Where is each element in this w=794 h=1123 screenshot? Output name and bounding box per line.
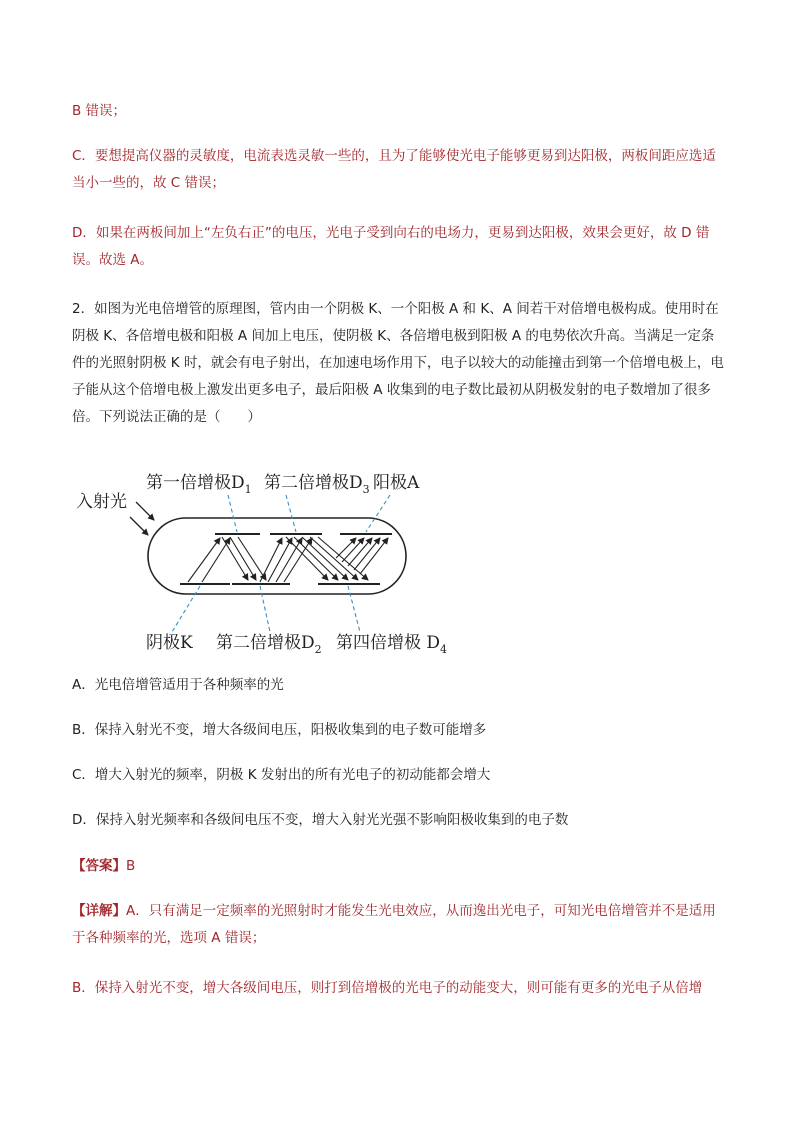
incident-light-label: 入射光 — [76, 492, 127, 512]
cathode-label: 阴极K — [146, 633, 193, 653]
answer-line — [72, 853, 724, 880]
leader-line — [348, 586, 360, 632]
prev-option-d-explanation: D．如果在两板间加上“左负右正”的电压，光电子受到向右的电场力，更易到达阳极，效果会更好，故 D 错误。故选 A。 — [72, 225, 710, 268]
electron-path — [360, 538, 388, 574]
electron-path — [202, 538, 230, 582]
incident-arrow — [130, 517, 148, 535]
explanation-label: 【详解】 — [72, 903, 126, 919]
incident-arrow — [136, 502, 154, 520]
dynode-d4-label: 第四倍增极 $D_4$ — [336, 633, 448, 656]
electron-path — [188, 538, 220, 582]
electron-path — [222, 537, 248, 580]
option-c: C．增大入射光的频率，阴极 K 发射出的所有光电子的初动能都会增大 — [72, 767, 491, 783]
leader-line — [228, 495, 237, 532]
explanation-b: B．保持入射光不变，增大各级间电压，则打到倍增极的光电子的动能变大，则可能有更多的光电子从倍增 — [72, 980, 703, 996]
explanation-a: 【详解】A．只有满足一定频率的光照射时才能发生光电效应，从而逸出光电子，可知光电倍增管并不是适用于各种频率的光，选项 A 错误； — [72, 903, 716, 946]
answer-label: 【答案】 — [72, 858, 126, 874]
dynode-d2-label: 第二倍增极$D_2$ — [216, 633, 322, 656]
prev-option-c-explanation: C．要想提高仪器的灵敏度，电流表选灵敏一些的，且为了能够使光电子能够更易到达阳极，两板间距应选适当小一些的，故 C 错误； — [72, 148, 716, 191]
dynode-d3-label: 第二倍增极$D_3$ — [264, 473, 370, 496]
leader-line — [260, 586, 270, 632]
electron-path — [294, 537, 338, 580]
question-stem: 2．如图为光电倍增管的原理图，管内由一个阴极 K、一个阳极 A 和 K、A 间若干对倍增电极构成。使用时在阴极 K、各倍增电极和阳极 A 间加上电压，使阴极 K、各倍增电极到阳极 A 的电势依次升高。当满足一定条件的光照射阴极 K 时，就会有电子射出，在加速电场作用下，电子以较大的动能撞击到第一个倍增电极上，电子能从这个倍增电极上激发出更多电子，最后阳极 A 收集到的电子数比最初从阴极发射的电子数增加了很多倍。下列说法正确的是（ ） — [72, 301, 724, 425]
option-b: B．保持入射光不变，增大各级间电压，阳极收集到的电子数可能增多 — [72, 722, 487, 738]
electron-path — [336, 538, 356, 558]
leader-line — [366, 495, 390, 532]
option-a: A．光电倍增管适用于各种频率的光 — [72, 677, 284, 693]
leader-line — [286, 495, 296, 532]
tube-envelope — [148, 518, 406, 594]
electron-path — [286, 537, 328, 580]
option-d: D．保持入射光频率和各级间电压不变，增大入射光光强不影响阳极收集到的电子数 — [72, 812, 569, 828]
dynode-d1-label: 第一倍增极$D_1$ — [146, 473, 252, 496]
anode-label: 阳极A — [373, 473, 420, 493]
photomultiplier-diagram — [60, 462, 460, 662]
answer-value: B — [126, 858, 136, 874]
prev-option-b-verdict: B 错误； — [72, 103, 127, 119]
